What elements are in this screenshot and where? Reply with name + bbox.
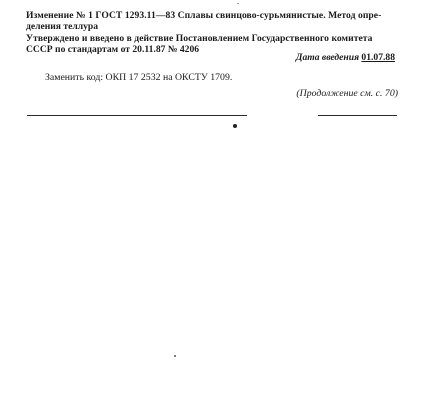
scan-speck (237, 3, 239, 4)
continuation-note: (Продолжение см. с. 70) (296, 88, 398, 99)
introduction-date-value: 01.07.88 (361, 52, 395, 63)
scan-speck (174, 355, 176, 357)
amendment-title-line-2: деления теллура (26, 21, 99, 32)
amendment-title-line-1: Изменение № 1 ГОСТ 1293.11—83 Сплавы свинцово-сурьмянистые. Метод опре- (26, 10, 382, 21)
approval-statement-line-2: СССР по стандартам от 20.11.87 № 4206 (26, 44, 200, 55)
replacement-instruction: Заменить код: ОКП 17 2532 на ОКСТУ 1709. (45, 72, 233, 83)
introduction-date-label: Дата введения (295, 52, 362, 63)
introduction-date (296, 52, 395, 63)
separator-rule-right (318, 115, 397, 116)
approval-statement-line-1: Утверждено и введено в действие Постановлением Государственного комитета (26, 33, 373, 44)
separator-rule-left (27, 115, 247, 116)
scan-speck (233, 124, 237, 128)
